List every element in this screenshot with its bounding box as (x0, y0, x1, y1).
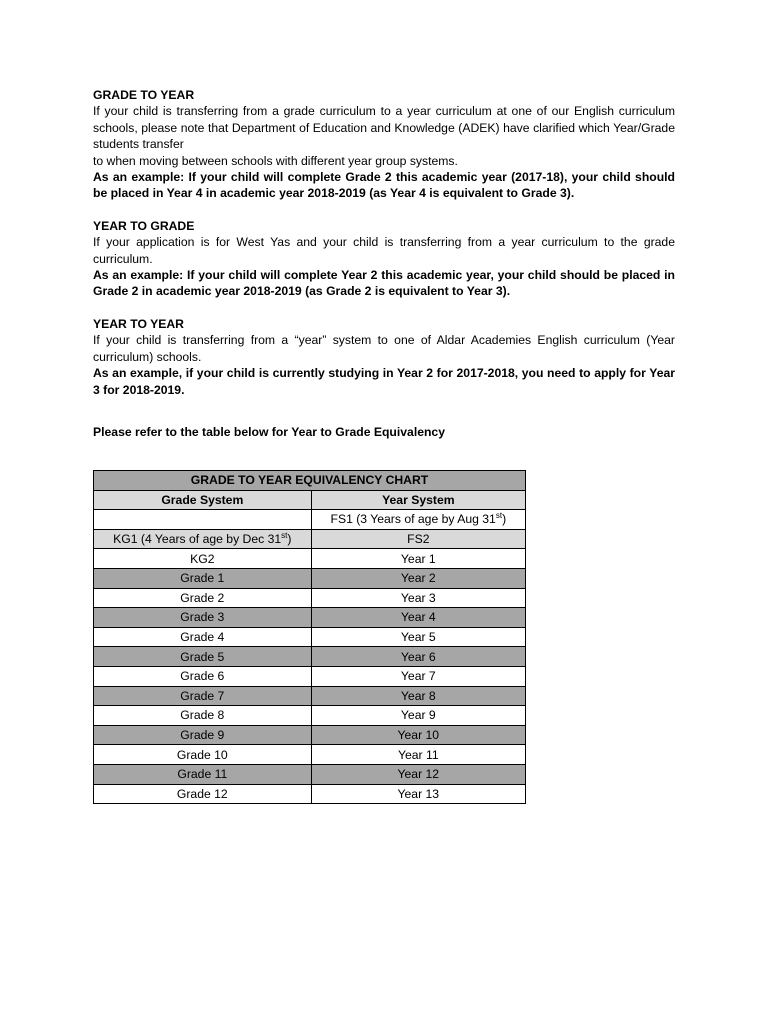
grade-cell: Grade 8 (94, 706, 312, 726)
year-cell: Year 9 (311, 706, 525, 726)
grade-cell: Grade 3 (94, 608, 312, 628)
year-cell: Year 5 (311, 627, 525, 647)
table-row (94, 568, 526, 588)
year-cell: FS1 (3 Years of age by Aug 31st) (311, 510, 525, 530)
grade-cell: Grade 4 (94, 627, 312, 647)
grade-cell: Grade 9 (94, 725, 312, 745)
grade-cell: Grade 2 (94, 588, 312, 608)
section-heading: YEAR TO YEAR (93, 316, 184, 331)
year-cell: Year 8 (311, 686, 525, 706)
table-row (94, 529, 526, 549)
column-header-grade: Grade System (94, 490, 312, 510)
equivalency-table (93, 470, 526, 804)
table-row (94, 764, 526, 784)
grade-cell (94, 510, 312, 530)
table-row (94, 784, 526, 804)
section-example: As an example: If your child will complete Year 2 this academic year, your child should be placed in Grade 2 in academic year 2018-2019 (as Grade 2 is equivalent to Year 3). (93, 268, 675, 299)
grade-cell: Grade 6 (94, 666, 312, 686)
year-cell: Year 13 (311, 784, 525, 804)
year-cell: Year 11 (311, 745, 525, 765)
section-heading: GRADE TO YEAR (93, 88, 195, 102)
grade-cell: Grade 7 (94, 686, 312, 706)
year-cell: Year 3 (311, 588, 525, 608)
section-paragraph: to when moving between schools with different year group systems. (93, 153, 458, 168)
year-cell: Year 6 (311, 647, 525, 667)
document-body (93, 87, 675, 440)
grade-cell: Grade 10 (94, 745, 312, 765)
table-row (94, 549, 526, 569)
table-row (94, 706, 526, 726)
section-grade-to-year (93, 87, 675, 202)
table-row (94, 510, 526, 530)
column-header-year: Year System (311, 490, 525, 510)
section-year-to-year (93, 316, 675, 398)
table-row (94, 725, 526, 745)
section-heading: YEAR TO GRADE (93, 218, 195, 233)
grade-cell: Grade 1 (94, 568, 312, 588)
table-title: GRADE TO YEAR EQUIVALENCY CHART (94, 471, 526, 491)
table-header-row (94, 490, 526, 510)
section-example: As an example: If your child will complete Grade 2 this academic year (2017-18), your child should be placed in Year 4 in academic year 2018-2019 (as Year 4 is equivalent to Grade 3). (93, 170, 675, 201)
section-year-to-grade (93, 218, 675, 300)
grade-cell: KG1 (4 Years of age by Dec 31st) (94, 529, 312, 549)
grade-cell: Grade 11 (94, 764, 312, 784)
refer-note: Please refer to the table below for Year to Grade Equivalency (93, 424, 445, 439)
table-row (94, 608, 526, 628)
table-row (94, 627, 526, 647)
grade-cell: Grade 5 (94, 647, 312, 667)
table-row (94, 647, 526, 667)
section-paragraph: If your child is transferring from a grade curriculum to a year curriculum at one of our English curriculum schools, please note that Department of Education and Knowledge (ADEK) have clarified which Year/Grade students transfer (93, 104, 675, 152)
year-cell: Year 2 (311, 568, 525, 588)
section-paragraph: If your child is transferring from a “year” system to one of Aldar Academies English curriculum (Year curriculum) schools. (93, 333, 675, 364)
table-row (94, 588, 526, 608)
section-paragraph: If your application is for West Yas and your child is transferring from a year curriculum to the grade curriculum. (93, 235, 675, 266)
year-cell: Year 10 (311, 725, 525, 745)
year-cell: Year 4 (311, 608, 525, 628)
year-cell: Year 7 (311, 666, 525, 686)
grade-cell: KG2 (94, 549, 312, 569)
table-row (94, 666, 526, 686)
year-cell: Year 1 (311, 549, 525, 569)
table-row (94, 745, 526, 765)
grade-cell: Grade 12 (94, 784, 312, 804)
section-example: As an example, if your child is currently studying in Year 2 for 2017-2018, you need to apply for Year 3 for 2018-2019. (93, 366, 675, 397)
table-title-row (94, 471, 526, 491)
year-cell: FS2 (311, 529, 525, 549)
table-row (94, 686, 526, 706)
year-cell: Year 12 (311, 764, 525, 784)
